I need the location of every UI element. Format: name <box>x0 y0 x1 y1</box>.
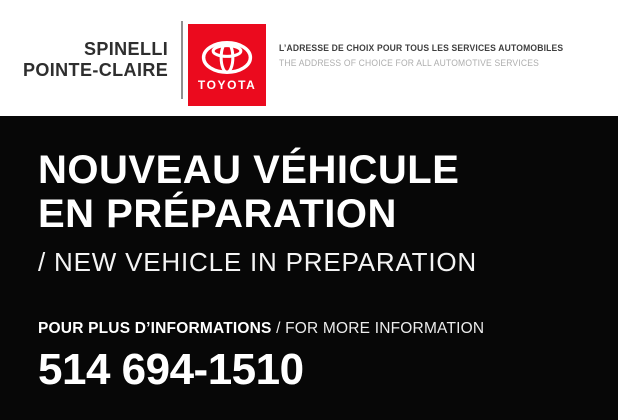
placeholder-body <box>0 116 618 420</box>
headline-french <box>38 148 600 236</box>
dealer-header <box>0 0 618 116</box>
toyota-wordmark: TOYOTA <box>197 78 257 92</box>
phone-number: 514 694-1510 <box>38 345 304 394</box>
toyota-logo <box>188 24 266 106</box>
info-line <box>38 320 600 338</box>
info-label-french: POUR PLUS D’INFORMATIONS <box>38 320 272 337</box>
info-label-english: / FOR MORE INFORMATION <box>271 320 485 337</box>
headline-french-line2: EN PRÉPARATION <box>38 192 397 236</box>
headline-french-line1: NOUVEAU VÉHICULE <box>38 148 460 192</box>
headline-english: / NEW VEHICLE IN PREPARATION <box>38 247 477 277</box>
dealer-name-line2: POINTE-CLAIRE <box>22 60 169 80</box>
dealer-name <box>23 39 168 81</box>
toyota-emblem-icon <box>201 40 253 75</box>
dealer-tagline <box>279 43 563 69</box>
dealer-name-line1: SPINELLI <box>83 39 169 60</box>
tagline-english: THE ADDRESS OF CHOICE FOR ALL AUTOMOTIVE SERVICES <box>279 57 540 69</box>
tagline-french: L’ADRESSE DE CHOIX POUR TOUS LES SERVICES AUTOMOBILES <box>279 43 564 55</box>
header-divider <box>181 21 183 99</box>
